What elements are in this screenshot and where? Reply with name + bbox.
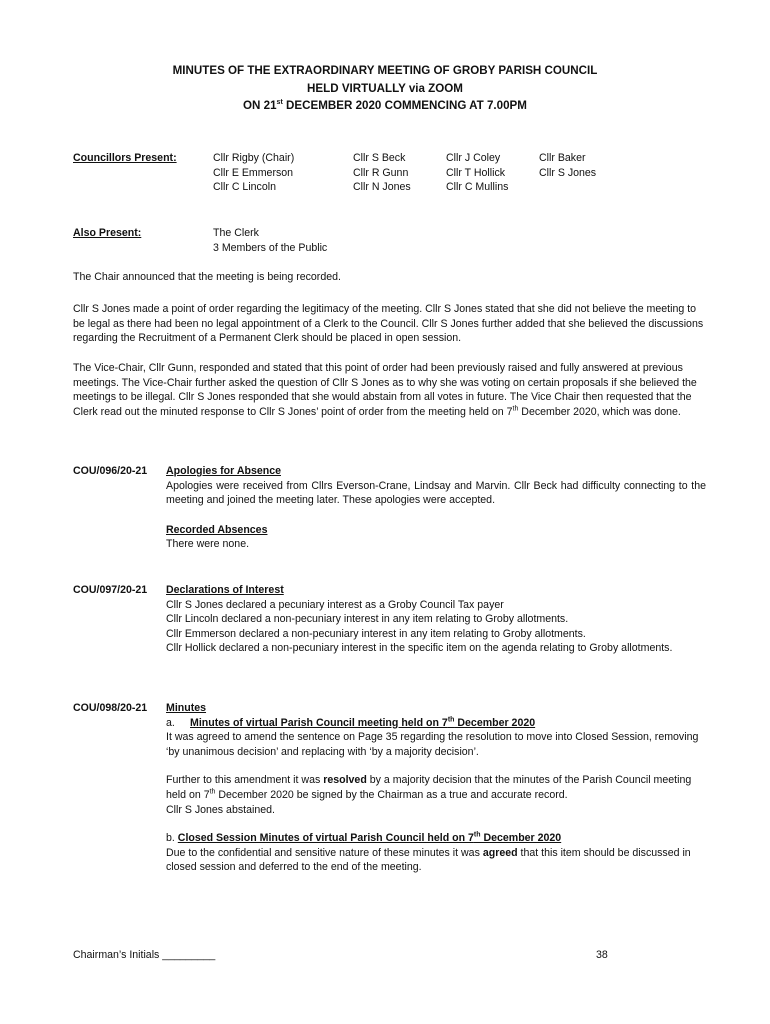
sub-item-b-heading: b. Closed Session Minutes of virtual Parish Council held on 7th December 2020 xyxy=(166,831,562,845)
declaration-line: Cllr Lincoln declared a non-pecuniary interest in any item relating to Groby allotments. xyxy=(166,613,569,626)
councillor-name: Cllr S Beck xyxy=(353,152,406,164)
councillor-name: Cllr Baker xyxy=(539,152,586,164)
councillor-name: Cllr S Jones xyxy=(539,166,597,179)
councillor-name: Cllr E Emmerson xyxy=(213,166,294,179)
title-line-3: ON 21st DECEMBER 2020 COMMENCING AT 7.00PM xyxy=(243,99,527,112)
councillor-name: Cllr C Mullins xyxy=(446,181,509,194)
councillor-name: Cllr J Coley xyxy=(446,152,501,164)
minute-heading: Minutes xyxy=(166,702,207,714)
minute-body-098 xyxy=(166,701,706,875)
page-number: 38 xyxy=(596,949,608,961)
title-line-1: MINUTES OF THE EXTRAORDINARY MEETING OF GROBY PARISH COUNCIL xyxy=(172,64,598,77)
minute-subheading: Recorded Absences xyxy=(166,523,268,536)
chairmans-initials: Chairman’s Initials _________ xyxy=(73,949,216,961)
minute-heading: Apologies for Absence xyxy=(166,465,281,477)
minute-text: It was agreed to amend the sentence on Page 35 regarding the resolution to move into Closed Session, removing ‘by unanimous decision’ and replacing with ‘by a majority decision’. xyxy=(166,731,699,758)
declaration-line: Cllr S Jones declared a pecuniary interest as a Groby Council Tax payer xyxy=(166,598,504,611)
intro-paragraph-1: The Chair announced that the meeting is being recorded. xyxy=(73,271,341,283)
minute-ref-098: COU/098/20-21 xyxy=(73,702,148,714)
intro-paragraph-2: Cllr S Jones made a point of order regarding the legitimacy of the meeting. Cllr S Jones stated that she did not believe the meeting to be legal as there had been no legal appointment of a Clerk to the Council. Cllr S Jones further added that she believed the discussions regarding the Recruitment of a Permanent Clerk should be placed in open session. xyxy=(73,303,704,345)
councillor-name: Cllr Rigby (Chair) xyxy=(213,152,295,164)
councillor-name: Cllr C Lincoln xyxy=(213,181,276,194)
councillor-name: Cllr R Gunn xyxy=(353,166,409,179)
councillors-column-1 xyxy=(213,151,294,195)
also-present-label: Also Present: xyxy=(73,227,142,239)
declaration-line: Cllr Hollick declared a non-pecuniary interest in the specific item on the agenda relating to Groby allotments. xyxy=(166,642,673,655)
attendee: 3 Members of the Public xyxy=(213,241,328,254)
minute-body-096 xyxy=(166,464,706,552)
councillors-column-2 xyxy=(353,151,411,195)
councillors-column-3 xyxy=(446,151,508,195)
minute-ref-096: COU/096/20-21 xyxy=(73,465,148,477)
intro-paragraph-3: The Vice-Chair, Cllr Gunn, responded and stated that this point of order had been previously raised and fully answered at previous meetings. The Vice-Chair further asked the question of Cllr S Jones as to why she was voting on certain proposals if she believed the meetings to be illegal. Cllr S Jones responded that she would abstain from all votes in future. The Vice Chair then requested that the Clerk read out the minuted response to Cllr S Jones’ point of order from the meeting held on 7th December 2020, which was done. xyxy=(73,362,697,418)
declaration-line: Cllr Emmerson declared a non-pecuniary interest in any item relating to Groby allotments. xyxy=(166,627,586,640)
minute-heading: Declarations of Interest xyxy=(166,584,284,596)
councillor-name: Cllr N Jones xyxy=(353,181,411,194)
minute-text: Cllr S Jones abstained. xyxy=(166,803,275,816)
minute-text: Apologies were received from Cllrs Everson-Crane, Lindsay and Marvin. Cllr Beck had difficulty connecting to the meeting and joined the meeting later. These apologies were accepted. xyxy=(166,479,706,507)
minute-text: There were none. xyxy=(166,538,250,551)
councillors-column-4 xyxy=(539,151,596,180)
councillor-name: Cllr T Hollick xyxy=(446,166,506,179)
minute-text: Due to the confidential and sensitive nature of these minutes it was agreed that this item should be discussed in closed session and deferred to the end of the meeting. xyxy=(166,846,691,874)
title-line-2: HELD VIRTUALLY via ZOOM xyxy=(307,81,463,95)
sub-item-a-heading: a. Minutes of virtual Parish Council meeting held on 7th December 2020 xyxy=(166,716,536,729)
attendee: The Clerk xyxy=(213,227,259,239)
minute-body-097 xyxy=(166,583,706,656)
councillors-present-label: Councillors Present: xyxy=(73,152,177,164)
also-present-list xyxy=(213,226,327,255)
minute-text: Further to this amendment it was resolved by a majority decision that the minutes of the Parish Council meeting held on 7th December 2020 be signed by the Chairman as a true and accurate record. xyxy=(166,774,692,801)
document-title xyxy=(0,62,770,115)
minute-ref-097: COU/097/20-21 xyxy=(73,584,148,596)
